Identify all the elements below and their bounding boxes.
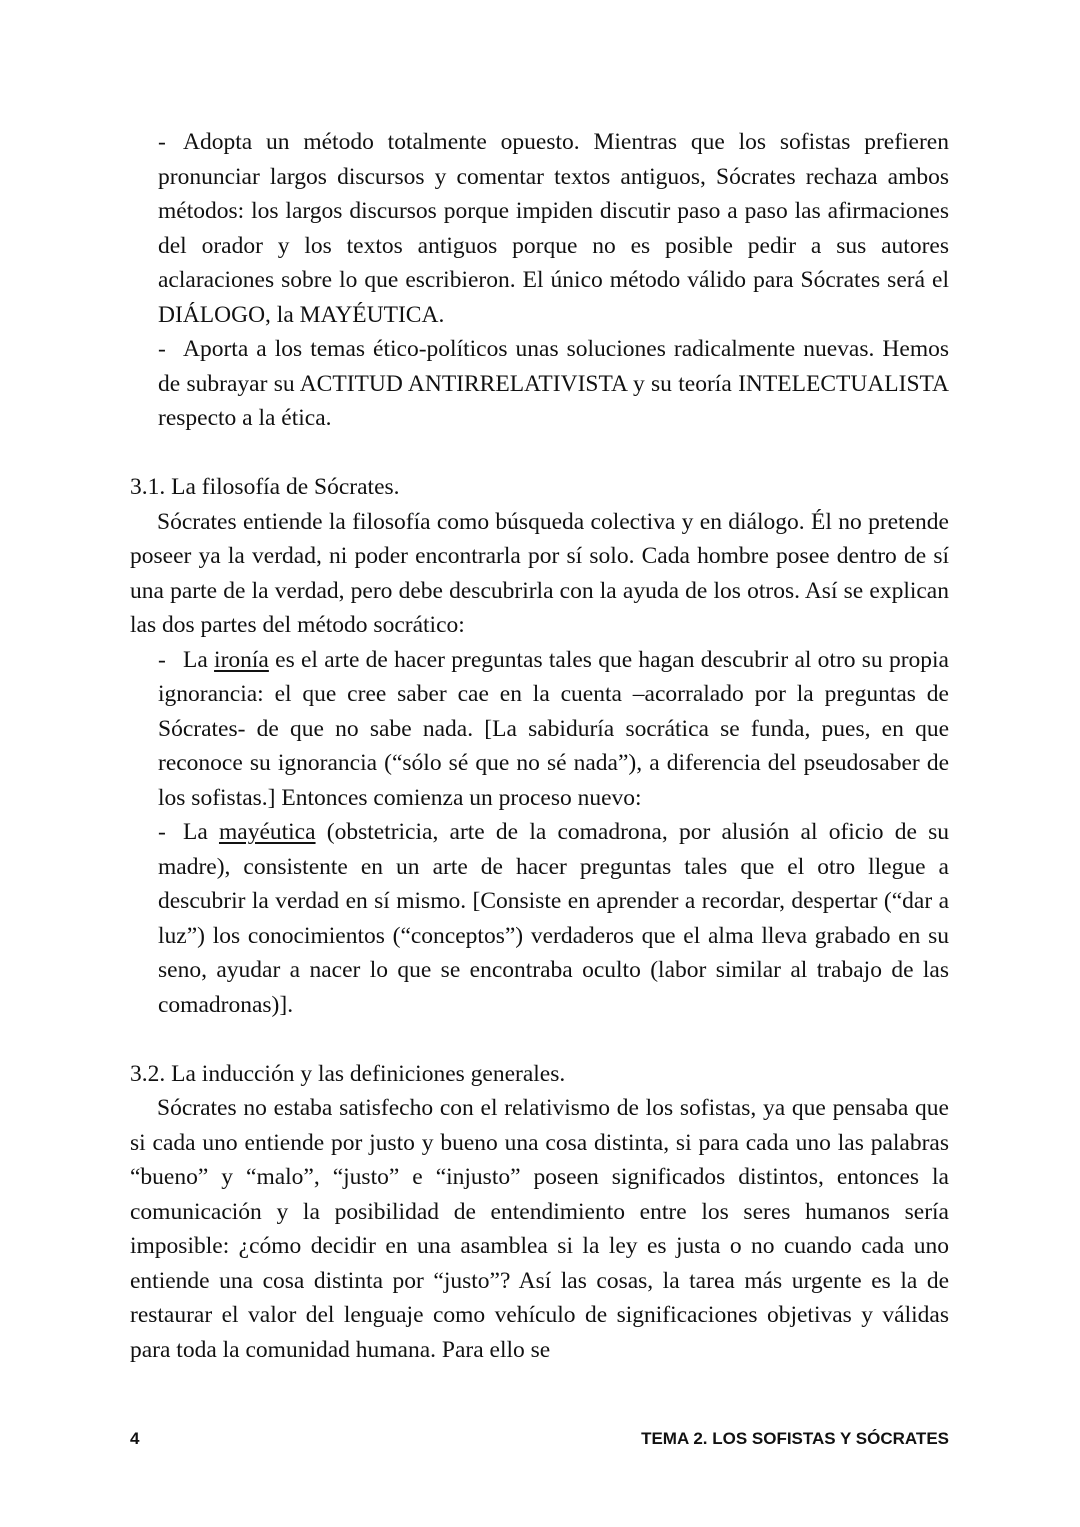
- bullet-item-ironia: [158, 643, 949, 816]
- bullet-rest: es el arte de hacer preguntas tales que hagan descubrir al otro su propia ignorancia: el que cree saber cae en la cuenta –acorralado por la preguntas de Sócrates- de que no sabe nada. [La sabiduría socrática se funda, pues, en que reconoce su ignorancia (“sólo sé que no sé nada”), a diferencia del pseudosaber de los sofistas.] Entonces comienza un proceso nuevo:: [158, 646, 949, 811]
- page-number: 4: [130, 1429, 140, 1448]
- bullet-lead: La: [183, 646, 215, 673]
- spacer: [130, 436, 949, 471]
- bullet-text: Aporta a los temas ético-políticos unas soluciones radicalmente nuevas. Hemos de subrayar su ACTITUD ANTIRRELATIVISTA y su teoría INTELECTUALISTA respecto a la ética.: [158, 336, 949, 431]
- document-page: [130, 125, 949, 1367]
- bullet-dash: -: [158, 129, 166, 155]
- bullet-text: [158, 643, 949, 816]
- bullet-lead: La: [183, 819, 219, 845]
- bullet-text: Adopta un método totalmente opuesto. Mientras que los sofistas prefieren pronunciar largos discursos y comentar textos antiguos, Sócrates rechaza ambos métodos: los largos discursos porque impiden discutir paso a paso las afirmaciones del orador y los textos antiguos porque no es posible pedir a sus autores aclaraciones sobre lo que escribieron. El único método válido para Sócrates será el DIÁLOGO, la MAYÉUTICA.: [158, 129, 949, 328]
- section-heading-3-1: 3.1. La filosofía de Sócrates.: [130, 474, 400, 500]
- bullet-item-metodo: [158, 125, 949, 332]
- bullet-text: [158, 815, 949, 1022]
- bullet-rest: (obstetricia, arte de la comadrona, por alusión al oficio de su madre), consistente en un arte de hacer preguntas tales que el otro llegue a descubrir la verdad en sí mismo. [Consiste en aprender a recordar, despertar (“dar a luz”) los conocimientos (“conceptos”) verdaderos que el alma lleva grabado en su seno, ayudar a nacer lo que se encontraba oculto (labor similar al trabajo de las comadronas)].: [158, 819, 949, 1018]
- paragraph-3-2-body: Sócrates no estaba satisfecho con el relativismo de los sofistas, ya que pensaba que si cada uno entiende por justo y bueno una cosa distinta, si para cada uno las palabras “bueno” y “malo”, “justo” e “injusto” poseen significados distintos, entonces la comunicación y la posibilidad de entendimiento entre los seres humanos sería imposible: ¿cómo decidir en una asamblea si la ley es justa o no cuando cada uno entiende una cosa distinta por “justo”? Así las cosas, la tarea más urgente es la de restaurar el valor del lenguaje como vehículo de significaciones objetivas y válidas para toda la comunidad humana. Para ello se: [130, 1095, 949, 1363]
- term-mayeutica: mayéutica: [218, 819, 316, 845]
- spacer: [130, 1022, 949, 1057]
- chapter-title: TEMA 2. LOS SOFISTAS Y SÓCRATES: [641, 1429, 949, 1448]
- bullet-dash: -: [158, 819, 166, 845]
- bullet-dash: -: [158, 336, 166, 362]
- paragraph-3-1-intro: Sócrates entiende la filosofía como búsqueda colectiva y en diálogo. Él no pretende poseer ya la verdad, ni poder encontrarla por sí solo. Cada hombre posee dentro de sí una parte de la verdad, pero debe descubrirla con la ayuda de los otros. Así se explican las dos partes del método socrático:: [130, 508, 949, 638]
- bullet-item-soluciones: [158, 332, 949, 436]
- bullet-item-mayeutica: [158, 815, 949, 1022]
- section-heading-3-2: 3.2. La inducción y las definiciones generales.: [130, 1060, 566, 1087]
- bullet-dash: -: [158, 646, 166, 673]
- term-ironia: ironía: [214, 646, 269, 673]
